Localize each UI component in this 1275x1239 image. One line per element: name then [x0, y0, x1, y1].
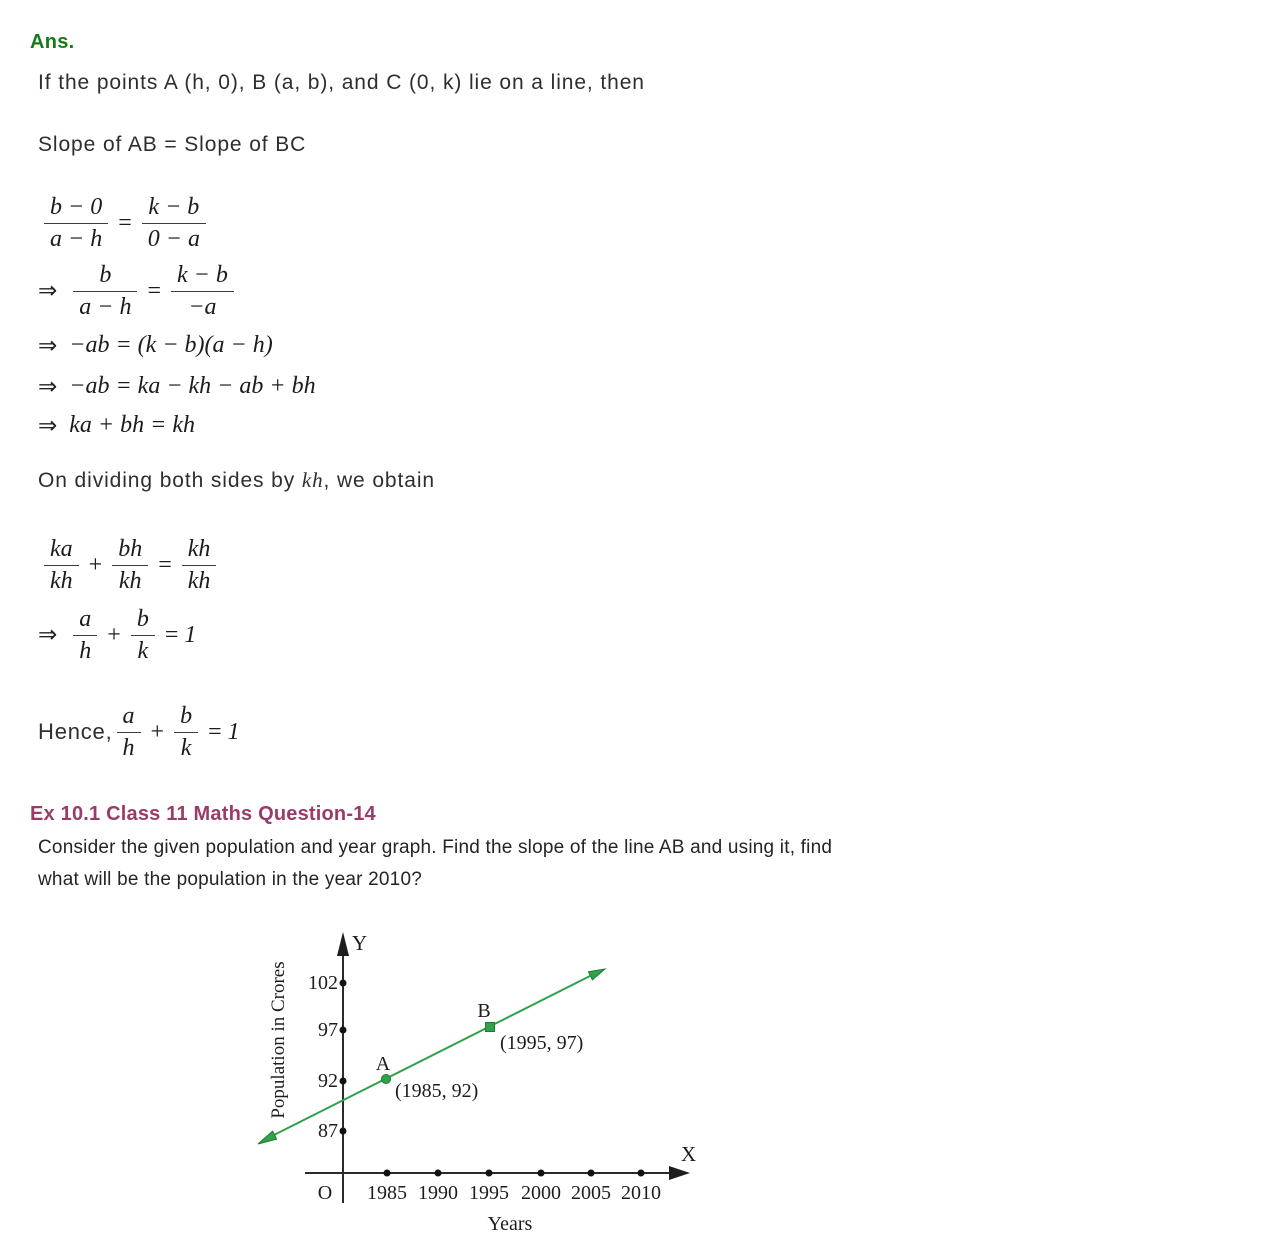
plus-sign: + — [150, 718, 165, 745]
x-tick-label: 2005 — [571, 1182, 611, 1204]
numerator: b — [174, 703, 198, 733]
implies-arrow-icon: ⇒ — [38, 332, 58, 359]
y-axis-title: Population in Crores — [268, 961, 289, 1119]
equals-sign: = — [158, 551, 172, 578]
question-text-line1: Consider the given population and year graph. Find the slope of the line AB and using it, find — [38, 837, 833, 858]
fraction — [174, 703, 198, 762]
point-a-label: A — [375, 1053, 391, 1075]
y-tick-label: 102 — [308, 972, 338, 994]
equation-5 — [38, 412, 195, 439]
denominator: k — [180, 734, 192, 761]
fraction — [44, 536, 79, 595]
y-axis-arrow-icon — [337, 932, 349, 956]
population-year-graph — [245, 918, 725, 1239]
x-tick-dot — [538, 1170, 545, 1177]
trend-line — [272, 975, 592, 1136]
answer-label: Ans. — [30, 31, 75, 53]
x-tick-label: 1990 — [418, 1182, 458, 1204]
equation-expression: −ab = (k − b)(a − h) — [69, 332, 273, 358]
numerator: b − 0 — [44, 194, 108, 224]
x-tick-label: 1985 — [367, 1182, 407, 1204]
fraction — [44, 194, 108, 253]
denominator: a − h — [79, 293, 132, 320]
numerator: bh — [112, 536, 148, 566]
implies-arrow-icon: ⇒ — [38, 622, 58, 649]
fraction — [182, 536, 217, 595]
equation-2 — [38, 262, 238, 321]
numerator: a — [73, 606, 97, 636]
x-tick-label: 2010 — [621, 1182, 661, 1204]
equation-expression: ka + bh = kh — [69, 412, 195, 438]
x-axis-title: Years — [487, 1213, 533, 1235]
y-tick-dot — [340, 1027, 347, 1034]
sentence-part: On dividing both sides by — [38, 469, 302, 492]
numerator: kh — [182, 536, 217, 566]
fraction — [142, 194, 206, 253]
denominator: −a — [188, 293, 217, 320]
numerator: b — [131, 606, 155, 636]
denominator: kh — [50, 567, 73, 594]
y-axis-letter: Y — [352, 931, 368, 955]
denominator: h — [79, 637, 92, 664]
implies-arrow-icon: ⇒ — [38, 412, 58, 439]
denominator: 0 − a — [147, 225, 200, 252]
denominator: kh — [187, 567, 211, 594]
origin-label: O — [317, 1182, 333, 1204]
question-heading: Ex 10.1 Class 11 Maths Question-14 — [30, 803, 376, 825]
x-axis-arrow-icon — [669, 1166, 690, 1180]
y-tick-label: 92 — [318, 1070, 338, 1092]
slope-statement: Slope of AB = Slope of BC — [38, 133, 307, 156]
rhs-value: 1 — [184, 621, 197, 648]
fraction — [73, 606, 97, 665]
inline-math: kh — [301, 468, 324, 492]
dividing-sentence — [38, 468, 435, 493]
x-tick-dot — [435, 1170, 442, 1177]
numerator: k − b — [142, 194, 206, 224]
equals-sign: = — [147, 277, 162, 304]
fraction — [112, 536, 148, 595]
numerator: b — [73, 262, 137, 292]
trend-line-left-arrow-icon — [258, 1131, 277, 1144]
denominator: a − h — [50, 225, 103, 252]
denominator: k — [137, 637, 149, 664]
sentence-part: , we obtain — [323, 469, 435, 492]
point-b-marker — [486, 1023, 495, 1032]
equation-1 — [40, 194, 210, 253]
intro-sentence: If the points A (h, 0), B (a, b), and C (0, k) lie on a line, then — [38, 71, 645, 94]
x-axis-letter: X — [681, 1142, 697, 1166]
x-tick-dot — [638, 1170, 645, 1177]
equals-sign: = — [118, 209, 132, 236]
numerator: a — [117, 703, 141, 733]
point-b-coord: (1995, 97) — [500, 1032, 584, 1054]
plus-sign: + — [107, 621, 121, 648]
y-tick-dot — [340, 1078, 347, 1085]
fraction — [171, 262, 234, 321]
equation-3 — [38, 332, 273, 359]
y-tick-dot — [340, 1128, 347, 1135]
implies-arrow-icon: ⇒ — [38, 278, 58, 305]
equation-7 — [38, 606, 196, 665]
denominator: h — [122, 734, 135, 761]
hence-label: Hence, — [38, 719, 113, 745]
equals-sign: = — [164, 621, 179, 648]
question-text-line2: what will be the population in the year 2010? — [38, 869, 422, 890]
fraction — [131, 606, 155, 665]
fraction — [73, 262, 137, 321]
x-tick-dot — [486, 1170, 493, 1177]
point-a-coord: (1985, 92) — [395, 1080, 479, 1102]
implies-arrow-icon: ⇒ — [38, 373, 58, 400]
numerator: k − b — [171, 262, 234, 292]
x-tick-label: 2000 — [521, 1182, 561, 1204]
x-tick-dot — [384, 1170, 391, 1177]
equation-6 — [40, 536, 220, 595]
point-b-label: B — [477, 1000, 491, 1022]
equals-sign: = — [208, 718, 222, 745]
conclusion-line — [38, 703, 240, 762]
y-tick-label: 87 — [318, 1120, 338, 1142]
plus-sign: + — [88, 551, 103, 578]
fraction — [117, 703, 141, 762]
rhs-value: 1 — [227, 718, 240, 745]
numerator: ka — [44, 536, 79, 566]
equation-4 — [38, 373, 316, 400]
x-tick-label: 1995 — [469, 1182, 509, 1204]
trend-line-right-arrow-icon — [588, 969, 605, 980]
point-a-marker — [382, 1075, 391, 1084]
y-tick-dot — [340, 980, 347, 987]
y-tick-label: 97 — [318, 1019, 338, 1041]
denominator: kh — [118, 567, 142, 594]
x-tick-dot — [588, 1170, 595, 1177]
equation-expression: −ab = ka − kh − ab + bh — [69, 373, 316, 399]
